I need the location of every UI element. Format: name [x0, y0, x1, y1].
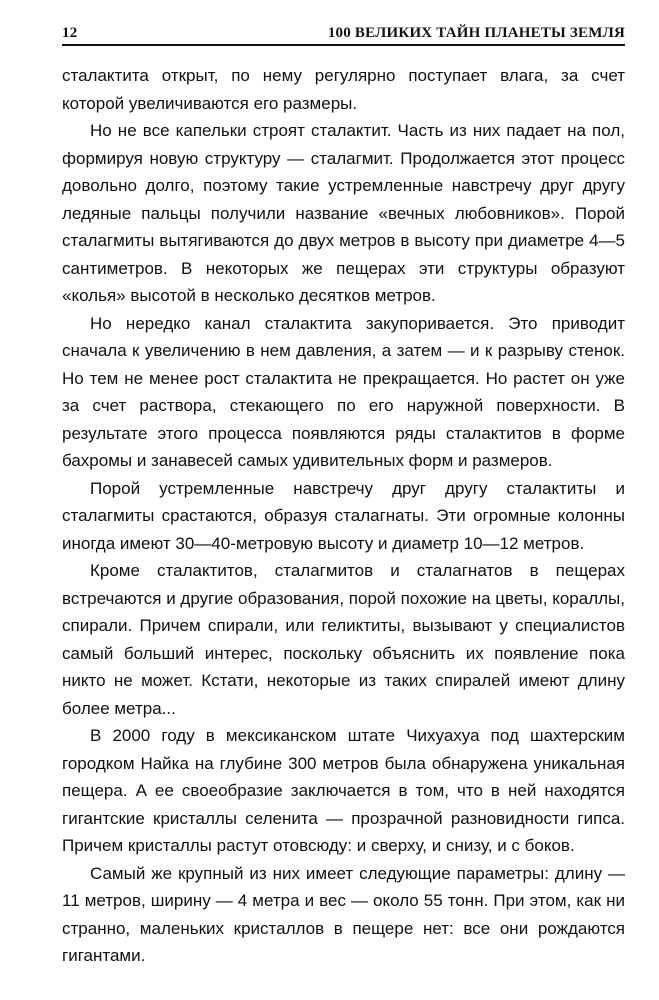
- running-title: 100 ВЕЛИКИХ ТАЙН ПЛАНЕТЫ ЗЕМЛЯ: [327, 25, 625, 41]
- paragraph-naica-cave: В 2000 году в мексиканском штате Чихуахуа под шахтерским городком Найка на глубине 300 метров была обнаружена уникальная пещера. А ее своеобразие заключается в том, что в ней находятся гигантские кристаллы селенита — прозрачной разновидности гипса. Причем кристаллы растут отовсюду: и сверху, и снизу, и с боков.: [62, 726, 625, 855]
- body-text: [62, 62, 625, 970]
- paragraph-stalagmite: Но не все капельки строят сталактит. Часть из них падает на пол, формируя новую структуру — сталагмит. Продолжается этот процесс довольно долго, поэтому такие устремленные навстречу друг другу ледяные пальцы получили название «вечных любовников». Порой сталагмиты вытягиваются до двух метров в высоту при диаметре 4—5 сантиметров. В некоторых же пещерах эти структуры образуют «колья» высотой в несколько десятков метров.: [62, 121, 625, 305]
- paragraph-continuation: сталактита открыт, по нему регулярно поступает влага, за счет которой увеличиваются его размеры.: [62, 66, 625, 113]
- paragraph-largest-crystal: Самый же крупный из них имеет следующие параметры: длину — 11 метров, ширину — 4 метра и вес — около 55 тонн. При этом, как ни странно, маленьких кристаллов в пещере нет: все они рождаются гигантами.: [62, 863, 625, 965]
- paragraph-stalagnates: Порой устремленные навстречу друг другу сталактиты и сталагмиты срастаются, образуя сталагнаты. Эти огромные колонны иногда имеют 30—40-метровую высоту и диаметр 10—12 метров.: [62, 478, 625, 553]
- page-number: 12: [62, 25, 78, 41]
- paragraph-channel-clog: Но нередко канал сталактита закупоривается. Это приводит сначала к увеличению в нем давления, а затем — и к разрыву стенок. Но тем не менее рост сталактита не прекращается. Но растет он уже за счет раствора, стекающего по его наружной поверхности. В результате этого процесса появляются ряды сталактитов в форме бахромы и занавесей самых удивительных форм и размеров.: [62, 313, 625, 470]
- running-header: [62, 20, 625, 46]
- paragraph-helictites: Кроме сталактитов, сталагмитов и сталагнатов в пещерах встречаются и другие образования, порой похожие на цветы, кораллы, спирали. Причем спирали, или геликтиты, вызывают у специалистов самый больший интерес, поскольку объяснить их появление пока никто не может. Кстати, некоторые из таких спиралей имеют длину более метра...: [62, 561, 625, 718]
